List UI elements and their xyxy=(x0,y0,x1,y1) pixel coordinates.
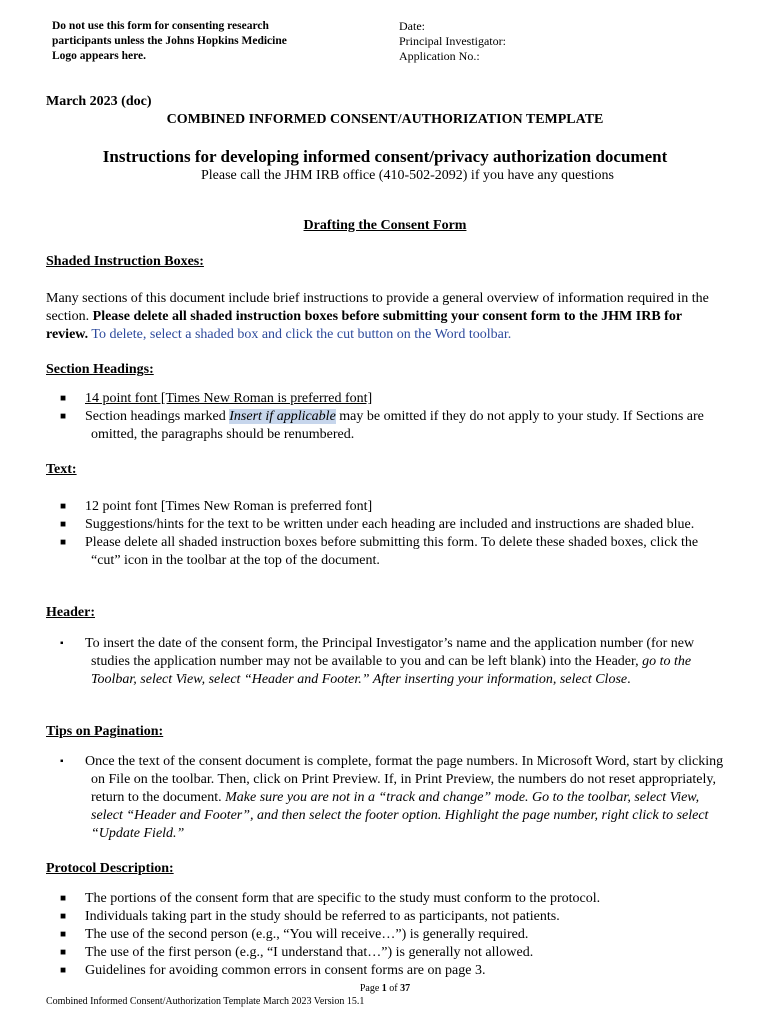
list-item: ■ 12 point font [Times New Roman is preferred font] xyxy=(60,499,373,514)
total-pages: 37 xyxy=(400,983,411,994)
section-headings-heading: Section Headings: xyxy=(46,362,154,377)
shaded-boxes-paragraph xyxy=(46,290,726,344)
header-warning xyxy=(52,19,342,64)
page-footer: Combined Informed Consent/Authorization Template March 2023 Version 15.1 xyxy=(46,996,365,1007)
list-item: ■ Individuals taking part in the study should be referred to as participants, not patients. xyxy=(60,909,560,924)
document-date: March 2023 (doc) xyxy=(46,94,152,109)
header-fields xyxy=(399,19,506,64)
pagination-list xyxy=(60,753,726,843)
template-title: COMBINED INFORMED CONSENT/AUTHORIZATION TEMPLATE xyxy=(166,112,604,127)
list-item: ■ Guidelines for avoiding common errors in consent forms are on page 3. xyxy=(60,963,486,978)
list-item: ■ The use of the first person (e.g., “I understand that…”) is generally not allowed. xyxy=(60,945,534,960)
list-item: ■ 14 point font [Times New Roman is preferred font] xyxy=(60,391,373,406)
instructions-subtitle: Please call the JHM IRB office (410-502-2092) if you have any questions xyxy=(200,168,615,183)
shaded-boxes-heading: Shaded Instruction Boxes: xyxy=(46,254,204,269)
page-number: Page 1 of 37 xyxy=(359,983,411,994)
shaded-text-plain: Many sections of this document include brief instructions to provide a general overview of information required in the section. xyxy=(46,291,709,324)
list-item: ■ Section headings marked Insert if applicable may be omitted if they do not apply to your study. If Sections are omitted, the paragraphs should be renumbered. xyxy=(60,409,704,442)
list-item: ■ The portions of the consent form that are specific to the study must conform to the protocol. xyxy=(60,891,601,906)
drafting-title: Drafting the Consent Form xyxy=(303,218,467,233)
list-item: ■ Please delete all shaded instruction boxes before submitting this form. To delete these shaded boxes, click the “cut” icon in the toolbar at the top of the document. xyxy=(60,535,699,568)
text-list xyxy=(60,498,726,570)
application-number-label: Application No.: xyxy=(399,49,480,63)
text-heading: Text: xyxy=(46,462,77,477)
principal-investigator-label: Principal Investigator: xyxy=(399,34,506,48)
current-page: 1 xyxy=(381,983,387,994)
section-headings-list xyxy=(60,390,726,444)
shaded-text-bold: Please delete all shaded instruction boxes before submitting your consent form to the JHM IRB for review. xyxy=(46,309,682,342)
header-warning-line: participants unless the Johns Hopkins Medicine xyxy=(52,35,287,47)
header-warning-line: Logo appears here. xyxy=(52,50,147,62)
highlighted-insert-if-applicable: Insert if applicable xyxy=(229,409,336,424)
header-warning-line: Do not use this form for consenting research xyxy=(52,20,269,32)
list-item: ■ Suggestions/hints for the text to be written under each heading are included and instructions are shaded blue. xyxy=(60,517,695,532)
list-item: ▪ To insert the date of the consent form, the Principal Investigator’s name and the application number (for new studies the application number may not be available to you and can be left blank) into the Header, go to the Toolbar, select View, select “Header and Footer.” After inserting your information, select Close. xyxy=(60,636,695,687)
date-label: Date: xyxy=(399,19,425,33)
header-section-list xyxy=(60,635,726,689)
list-item: ■ The use of the second person (e.g., “You will receive…”) is generally required. xyxy=(60,927,529,942)
protocol-list xyxy=(60,890,726,980)
instructions-title: Instructions for developing informed consent/privacy authorization document xyxy=(102,147,668,166)
pagination-heading: Tips on Pagination: xyxy=(46,724,164,739)
list-item: ▪ Once the text of the consent document is complete, format the page numbers. In Microsoft Word, start by clicking on File on the toolbar. Then, click on Print Preview. If, in Print Preview, the numbers do not reset appropriately, return to the document. Make sure you are not in a “track and change” mode. Go to the toolbar, select View, select “Header and Footer”, and then select the footer option. Highlight the page number, right click to select “Update Field.” xyxy=(60,754,724,841)
shaded-text-blue: To delete, select a shaded box and click the cut button on the Word toolbar. xyxy=(88,327,512,342)
header-section-heading: Header: xyxy=(46,605,95,620)
protocol-heading: Protocol Description: xyxy=(46,861,174,876)
